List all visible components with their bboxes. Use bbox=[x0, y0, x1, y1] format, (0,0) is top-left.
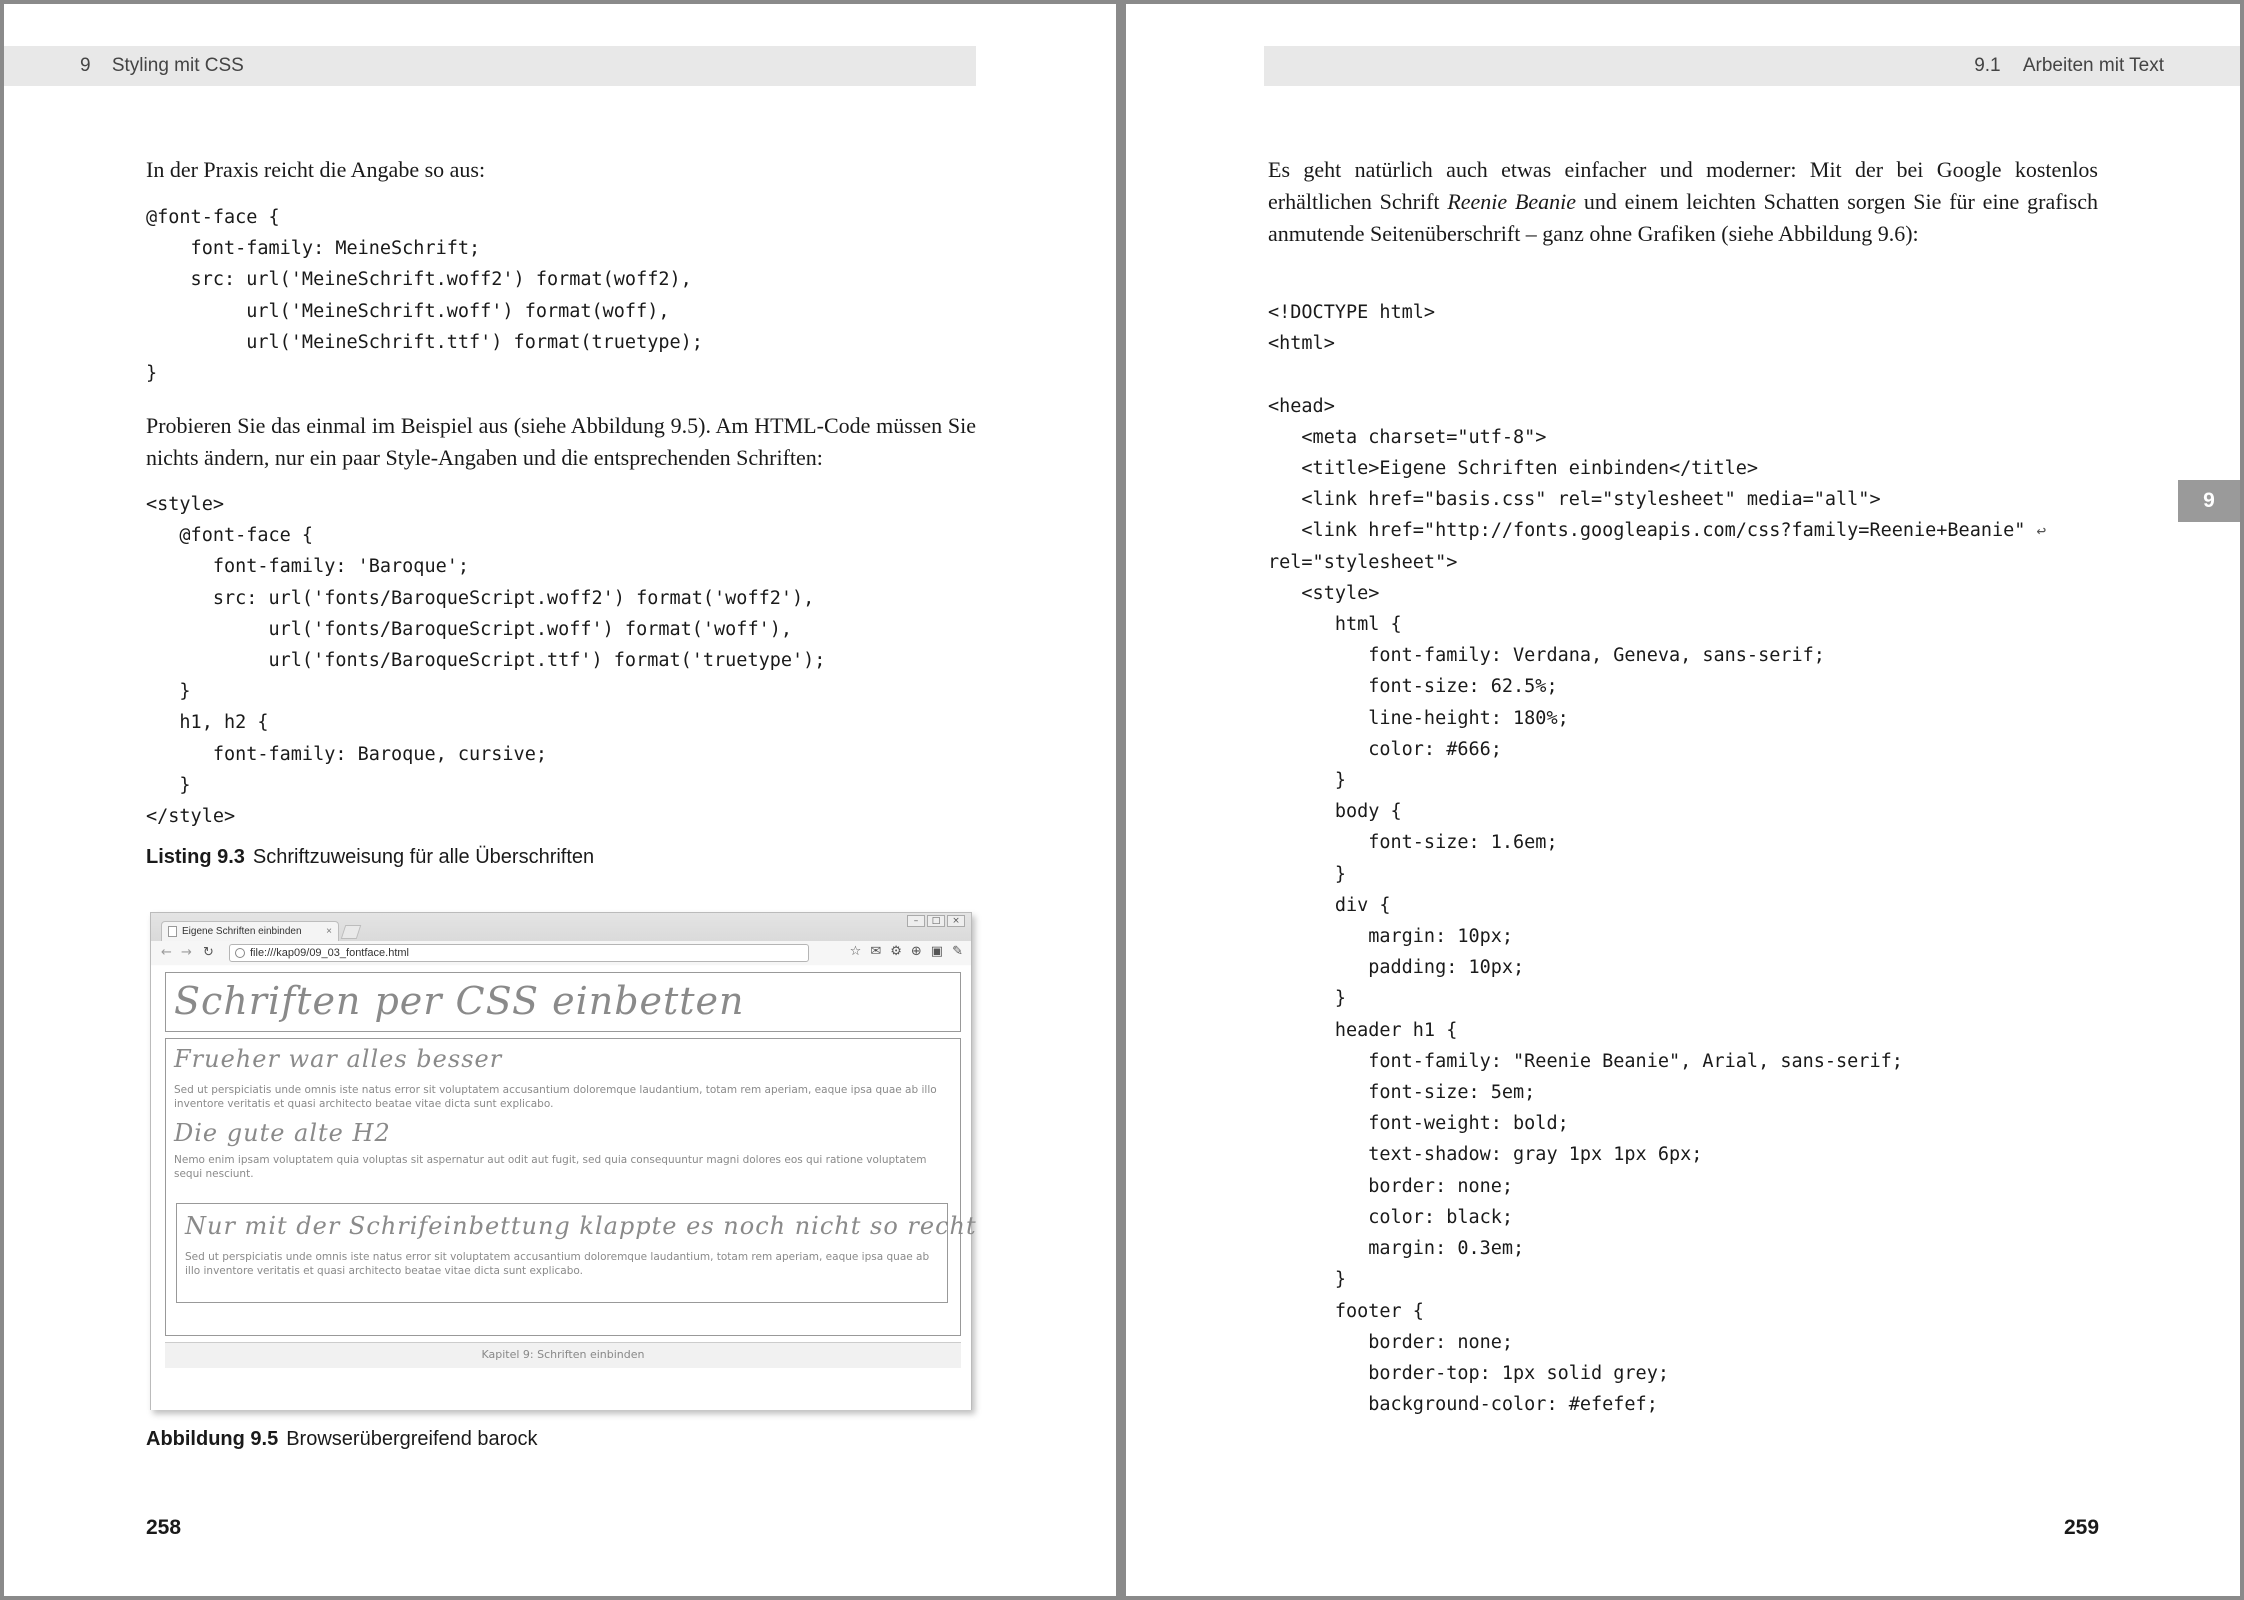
chapter-thumb-tab: 9 bbox=[2178, 480, 2240, 522]
heading-h2-c: Nur mit der Schrifeinbettung klappte es noch nicht so recht bbox=[185, 1212, 977, 1240]
download-icon: ⊕ bbox=[910, 944, 922, 959]
paragraph-try-example: Probieren Sie das einmal im Beispiel aus (siehe Abbildung 9.5). Am HTML-Code müssen Sie nichts ändern, nur ein paar Style-Angaben und die entsprechenden Schriften: bbox=[146, 413, 976, 470]
chapter-number: 9 bbox=[80, 55, 91, 76]
page-heading-h1: Schriften per CSS einbetten bbox=[174, 979, 745, 1023]
star-icon: ☆ bbox=[849, 944, 862, 959]
address-bar bbox=[229, 944, 809, 962]
content-box bbox=[165, 1038, 977, 1336]
toolbar-icons bbox=[841, 944, 963, 959]
section-title: Arbeiten mit Text bbox=[2022, 55, 2164, 76]
listing-caption bbox=[146, 846, 594, 869]
heading-h2-a: Frueher war alles besser bbox=[174, 1045, 503, 1073]
gear-icon: ⚙ bbox=[890, 944, 902, 959]
maximize-icon: □ bbox=[927, 915, 945, 927]
globe-icon bbox=[235, 948, 245, 958]
wrench-icon: ✎ bbox=[952, 944, 963, 959]
forward-icon: → bbox=[181, 945, 192, 960]
header-box bbox=[165, 972, 961, 1032]
running-head bbox=[1264, 46, 2240, 86]
figure-text: Browserübergreifend barock bbox=[286, 1428, 538, 1450]
chapter-title: Styling mit CSS bbox=[111, 55, 244, 76]
extension-icon: ▣ bbox=[930, 944, 944, 959]
page-icon bbox=[168, 926, 177, 937]
page-footer: Kapitel 9: Schriften einbinden bbox=[165, 1342, 961, 1368]
browser-chrome bbox=[151, 913, 971, 965]
intro-text-after: und einem leichten Schatten sorgen Sie für eine grafisch anmutende Seitenüberschrift – ganz ohne Grafiken (siehe Abbildung 9.6): bbox=[1268, 189, 2098, 246]
code-block-head: <!DOCTYPE html> <html> <head> <meta charset="utf-8"> <title>Eigene Schriften einbinden</title> <link href="basis.css" rel="stylesheet" media="all"> <link href="http://fonts.googleapis.com/css?family=Reenie+Beanie" bbox=[1268, 302, 2026, 542]
tab-title: Eigene Schriften einbinden bbox=[182, 926, 302, 937]
intro-text-before: Es geht natürlich auch etwas einfacher und moderner: Mit der bei Google kostenlos erhältlichen Schrift bbox=[1268, 157, 2098, 214]
browser-screenshot bbox=[150, 912, 977, 1410]
text-block-c: Sed ut perspiciatis unde omnis iste natus error sit voluptatem accusantium doloremque laudantium, totam rem aperiam, eaque ipsa quae ab illo inventore veritatis et quasi architecto beatae vitae dicta sunt explicabo. bbox=[185, 1251, 930, 1277]
page-number: 258 bbox=[146, 1516, 182, 1539]
url-text: file:///kap09/09_03_fontface.html bbox=[250, 947, 409, 959]
code-block-html bbox=[1268, 297, 2046, 1420]
line-continuation-icon: ↩ bbox=[2036, 521, 2047, 541]
text-block-b: Nemo enim ipsam voluptatem quia voluptas sit aspernatur aut odit aut fugit, sed quia consequuntur magni dolores eos qui ratione voluptatem sequi nesciunt. bbox=[174, 1154, 927, 1180]
browser-toolbar bbox=[151, 941, 971, 965]
figure-label: Abbildung 9.5 bbox=[146, 1428, 279, 1450]
mail-icon: ✉ bbox=[870, 944, 882, 959]
nested-box bbox=[176, 1203, 977, 1303]
code-block-styles: rel="stylesheet"> <style> html { font-family: Verdana, Geneva, sans-serif; font-size: 62.5%; line-height: 180%; color: #666; } body { font-size: 1.6em; } div { margin: 10px; padding: 10px; } header h1 { font-family: "Reenie Beanie", Arial, sans-serif; font-size: 5em; font-weight: bold; text-shadow: gray 1px 1px 6px; border: none; color: black; margin: 0.3em; } footer { border: none; border-top: 1px solid grey; background-color: #efefef; bbox=[1268, 551, 1903, 1416]
running-head bbox=[4, 46, 976, 86]
heading-h2-b: Die gute alte H2 bbox=[174, 1119, 391, 1147]
code-block-font-face: @font-face { font-family: MeineSchrift; src: url('MeineSchrift.woff2') format(woff2), url('MeineSchrift.woff') format(woff), url('MeineSchrift.ttf') format(truetype); } bbox=[146, 207, 703, 385]
left-page bbox=[4, 4, 1116, 1596]
page-number: 259 bbox=[2064, 1516, 2100, 1539]
section-number: 9.1 bbox=[1974, 55, 2001, 76]
window-close-icon: × bbox=[947, 915, 965, 927]
window-controls bbox=[905, 915, 965, 927]
minimize-icon: – bbox=[907, 915, 925, 927]
text-block-a: Sed ut perspiciatis unde omnis iste natus error sit voluptatem accusantium doloremque laudantium, totam rem aperiam, eaque ipsa quae ab illo inventore veritatis et quasi architecto beatae vitae dicta sunt explicabo. bbox=[174, 1084, 937, 1110]
new-tab-icon bbox=[341, 925, 362, 939]
reload-icon: ↻ bbox=[203, 945, 214, 960]
browser-tab bbox=[161, 921, 339, 941]
paragraph-intro bbox=[1268, 154, 2098, 250]
paragraph-intro: In der Praxis reicht die Angabe so aus: bbox=[146, 157, 486, 182]
back-icon: ← bbox=[161, 945, 172, 960]
right-page bbox=[1126, 4, 2240, 1596]
listing-label: Listing 9.3 bbox=[146, 846, 245, 868]
listing-text: Schriftzuweisung für alle Überschriften bbox=[252, 846, 595, 868]
font-name: Reenie Beanie bbox=[1447, 189, 1577, 214]
browser-viewport bbox=[151, 966, 977, 1410]
code-block-style: <style> @font-face { font-family: 'Baroque'; src: url('fonts/BaroqueScript.woff2') format('woff2'), url('fonts/BaroqueScript.woff') format('woff'), url('fonts/BaroqueScript.ttf') format('truetype'); } h1, h2 { font-family: Baroque, cursive; } </style> bbox=[146, 494, 826, 828]
close-icon: × bbox=[326, 926, 332, 937]
figure-caption bbox=[146, 1428, 537, 1451]
